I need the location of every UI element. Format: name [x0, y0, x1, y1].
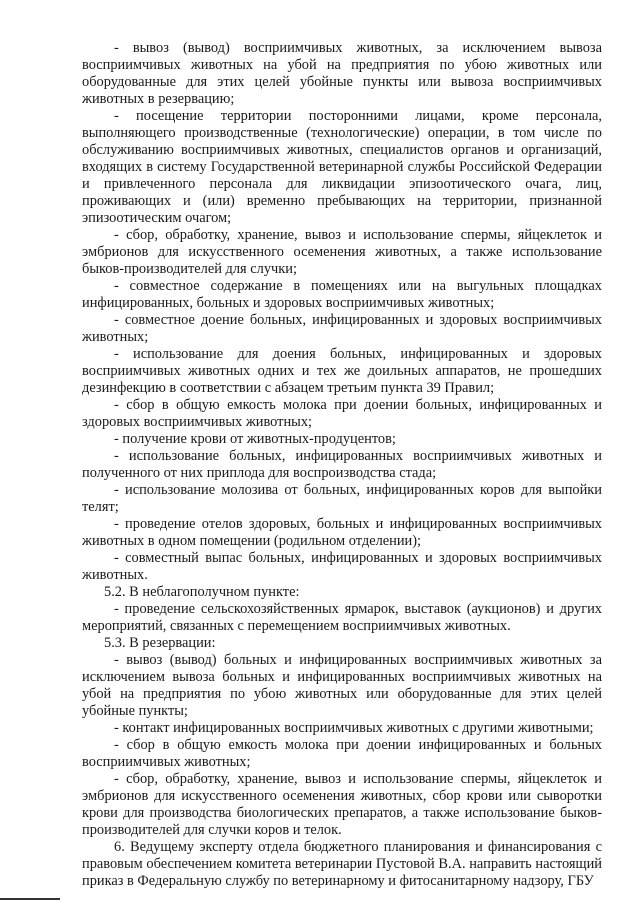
paragraph: - проведение отелов здоровых, больных и инфицированных восприимчивых животных в одном помещении (родильном отделении);	[82, 516, 602, 549]
section-heading: 5.2. В неблагополучном пункте:	[104, 584, 300, 600]
paragraph: - вывоз (вывод) больных и инфицированных восприимчивых животных за исключением вывоза больных и инфицированных восприимчивых животных на убой на предприятия по убою животных или оборудованные для этих целей убойные пункты;	[82, 652, 602, 719]
paragraph: - использование для доения больных, инфицированных и здоровых восприимчивых животных одних и тех же доильных аппаратов, не прошедших дезинфекцию в соответствии с абзацем третьим пункта 39 Правил;	[82, 346, 602, 396]
section-heading: 5.3. В резервации:	[104, 635, 216, 651]
paragraph: - сбор, обработку, хранение, вывоз и использование спермы, яйцеклеток и эмбрионов для искусственного осеменения животных, а также использование быков-производителей для случки;	[82, 227, 602, 277]
paragraph: - совместный выпас больных, инфицированных и здоровых восприимчивых животных.	[82, 550, 602, 583]
paragraph: - проведение сельскохозяйственных ярмарок, выставок (аукционов) и других мероприятий, связанных с перемещением восприимчивых животных.	[82, 601, 602, 634]
paragraph: - вывоз (вывод) восприимчивых животных, за исключением вывоза восприимчивых животных на убой на предприятия по убою животных или оборудованные для этих целей убойные пункты или вывоза восприимчивых животных в резервацию;	[82, 40, 602, 107]
document-body	[82, 40, 602, 890]
paragraph: - использование больных, инфицированных восприимчивых животных и полученного от них приплода для воспроизводства стада;	[82, 448, 602, 481]
paragraph: - контакт инфицированных восприимчивых животных с другими животными;	[114, 720, 594, 736]
paragraph: 6. Ведущему эксперту отдела бюджетного планирования и финансирования с правовым обеспечением комитета ветеринарии Пустовой В.А. направить настоящий приказ в Федеральную службу по ветеринарному и фитосанитарному надзору, ГБУ	[82, 839, 602, 889]
paragraph: - посещение территории посторонними лицами, кроме персонала, выполняющего производственные (технологические) операции, в том числе по обслуживанию восприимчивых животных, специалистов органов и организаций, входящих в систему Государственной ветеринарной службы Российской Федерации и привлеченного персонала для ликвидации эпизоотического очага, лиц, проживающих и (или) временно пребывающих на территории, признанной эпизоотическим очагом;	[82, 108, 602, 226]
paragraph: - совместное доение больных, инфицированных и здоровых восприимчивых животных;	[82, 312, 602, 345]
paragraph: - совместное содержание в помещениях или на выгульных площадках инфицированных, больных и здоровых восприимчивых животных;	[82, 278, 602, 311]
paragraph: - сбор, обработку, хранение, вывоз и использование спермы, яйцеклеток и эмбрионов для искусственного осеменения животных, сбор крови или сыворотки крови для производства биологических препаратов, а также использование быков-производителей для случки коров и телок.	[82, 771, 602, 838]
paragraph: - использование молозива от больных, инфицированных коров для выпойки телят;	[82, 482, 602, 515]
paragraph: - получение крови от животных-продуцентов;	[114, 431, 396, 447]
paragraph: - сбор в общую емкость молока при доении больных, инфицированных и здоровых восприимчивых животных;	[82, 397, 602, 430]
page-edge-mark	[0, 898, 60, 900]
paragraph: - сбор в общую емкость молока при доении инфицированных и больных восприимчивых животных;	[82, 737, 602, 770]
